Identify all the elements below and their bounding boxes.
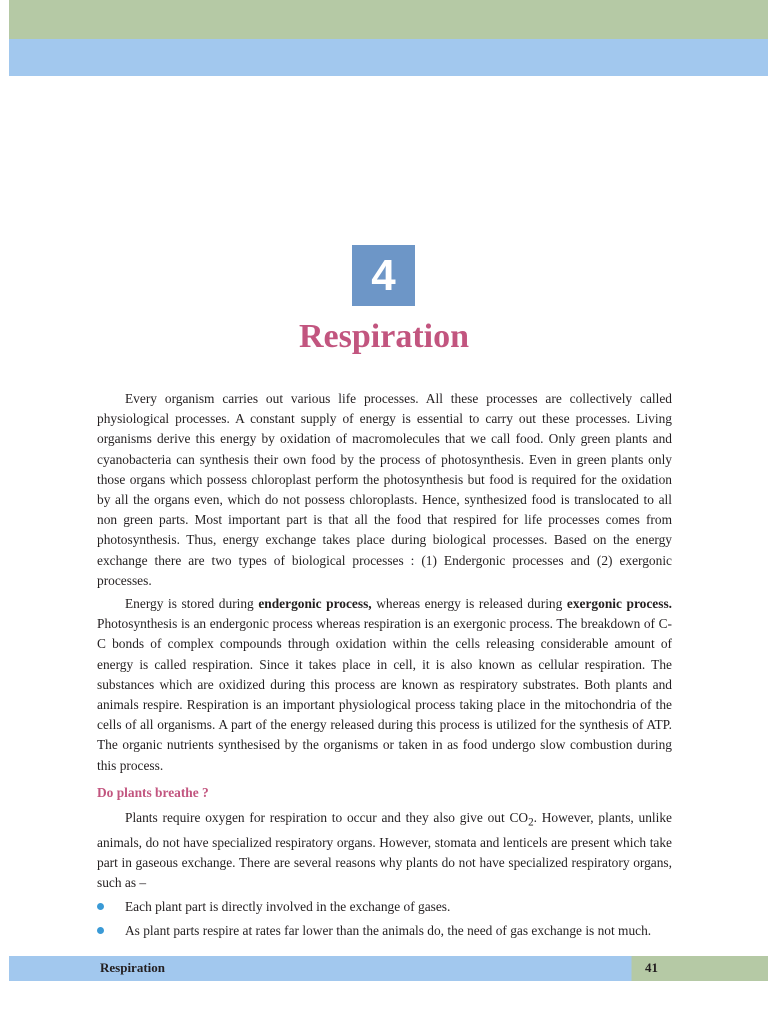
list-item-text: Each plant part is directly involved in the exchange of gases. (125, 898, 451, 914)
list-item (97, 921, 672, 941)
paragraph-plants-text-1: Plants require oxygen for respiration to occur and they also give out CO (125, 810, 529, 826)
list-item (97, 897, 672, 917)
top-green-band (9, 0, 768, 39)
term-endergonic: endergonic process, (258, 596, 372, 612)
page-number: 41 (645, 960, 658, 975)
chapter-title: Respiration (299, 318, 469, 355)
paragraph-energy-text-3: Photosynthesis is an endergonic process whereas respiration is an exergonic process. The breakdown of C-C bonds of complex compounds through oxidation within the cells releasing considerable amount of energy is called respiration. Since it takes place in cell, it is also known as cellular respiration. The substances which are oxidized during this process are known as respiratory substrates. Both plants and animals respire. Respiration is an important physiological process taking place in the mitochondria of the cells of all organisms. A part of the energy released during this process is utilized for the synthesis of ATP. The organic nutrients synthesised by the organisms or taken in as food undergo slow combustion during this process. (97, 616, 672, 773)
paragraph-intro: Every organism carries out various life processes. All these processes are collectively called physiological processes. A constant supply of energy is essential to carry out these processes. Living organisms derive this energy by oxidation of macromolecules that we call food. Only green plants and cyanobacteria can synthesis their own food by the process of photosynthesis. Even in green plants only those organs which possess chloroplast perform the photosynthesis but food is required for the oxidation by all the organs even, which do not possess chloroplasts. Hence, synthesized food is translocated to all non green parts. Most important part is that all the food that respired for life processes comes from photosynthesis. Thus, energy exchange takes place during biological processes. Based on the energy exchange there are two types of biological processes : (1) Endergonic processes and (2) exergonic processes. (97, 391, 672, 588)
bullet-dot-icon (97, 927, 104, 934)
paragraph-plants-text-2: . However, plants, unlike animals, do not have specialized respiratory organs. However, stomata and lenticels are present which take part in gaseous exchange. There are several reasons why plants do not have specialized respiratory organs, such as – (97, 810, 672, 891)
page-content (97, 389, 672, 945)
reasons-list (97, 897, 672, 941)
top-blue-band (9, 39, 768, 76)
paragraph-energy-text-1: Energy is stored during (125, 596, 259, 612)
section-heading-breathe: Do plants breathe ? (97, 784, 209, 800)
term-exergonic: exergonic process. (566, 596, 673, 612)
paragraph-energy-text-2: whereas energy is released during (371, 596, 567, 612)
chapter-number-box: 4 (352, 245, 415, 306)
co2-subscript: 2 (528, 816, 534, 829)
paragraph-energy (97, 594, 672, 776)
paragraph-plants-oxygen (97, 808, 672, 893)
footer-chapter-label: Respiration (100, 960, 165, 975)
bullet-dot-icon (97, 903, 104, 910)
list-item-text: As plant parts respire at rates far lower than the animals do, the need of gas exchange is not much. (125, 922, 652, 938)
